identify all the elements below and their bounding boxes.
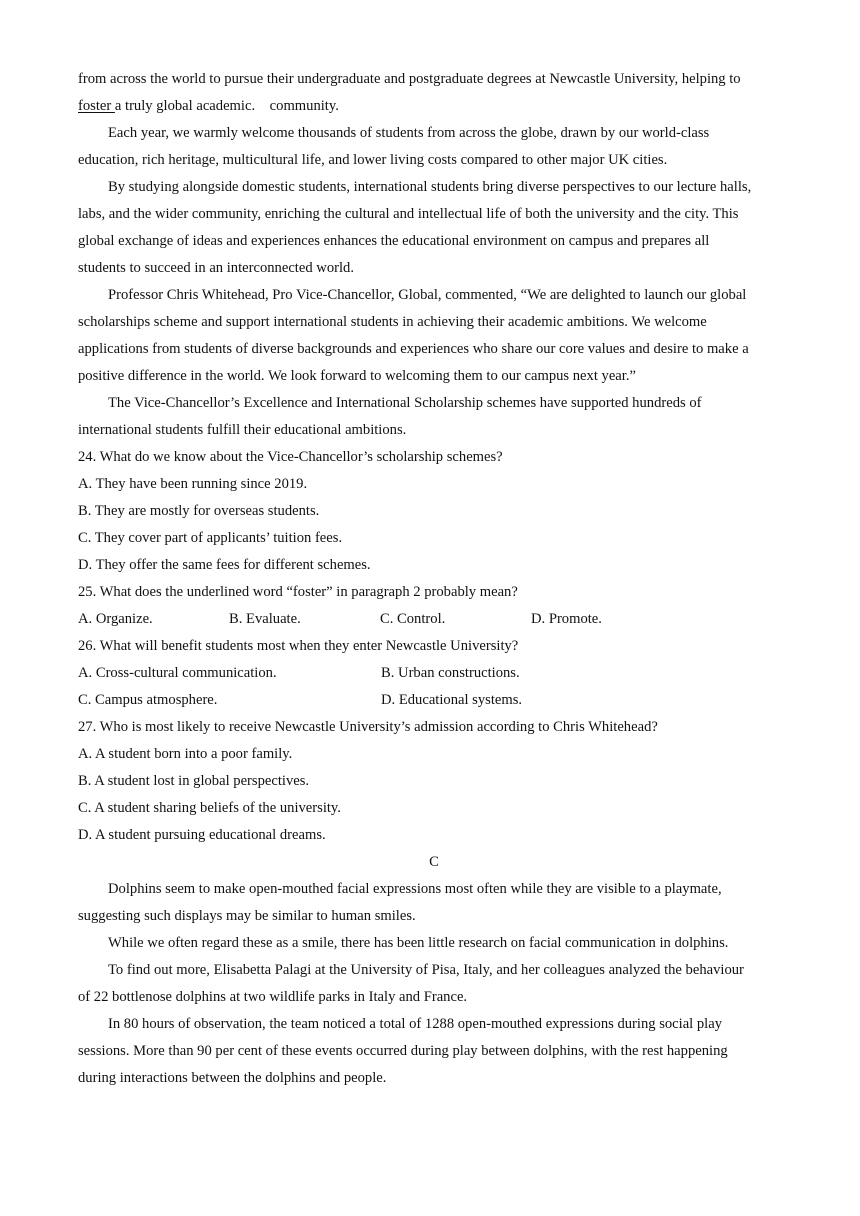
document-page [78,66,790,1092]
question-27 [78,714,790,849]
passage-b-paragraph-line: scholarships scheme and support international students in achieving their academic ambitions. We welcome [78,314,707,330]
option-b: B. Urban constructions. [381,665,520,681]
option-a: A. A student born into a poor family. [78,746,293,762]
passage-c-paragraph-line: Dolphins seem to make open-mouthed facial expressions most often while they are visible to a playmate, [108,881,722,897]
option-b: B. They are mostly for overseas students. [78,503,320,519]
question-25 [78,579,790,633]
option-a: A. Organize. [78,611,153,627]
option-b: B. A student lost in global perspectives. [78,773,310,789]
underlined-word-foster: foster [78,98,115,114]
option-d: D. They offer the same fees for different schemes. [78,557,371,573]
option-d: D. Promote. [531,611,602,627]
passage-c-paragraph-line: While we often regard these as a smile, there has been little research on facial communication in dolphins. [108,935,729,951]
question-stem: 26. What will benefit students most when they enter Newcastle University? [78,638,519,654]
passage-b-line: from across the world to pursue their undergraduate and postgraduate degrees at Newcastle University, helping to [78,71,741,87]
passage-b-paragraph-line: Professor Chris Whitehead, Pro Vice-Chancellor, Global, commented, “We are delighted to launch our global [108,287,747,303]
question-24 [78,444,790,579]
passage-b-paragraph-line: The Vice-Chancellor’s Excellence and International Scholarship schemes have supported hundreds of [108,395,702,411]
passage-c-heading: C [429,854,439,870]
passage-b-paragraph-line: Each year, we warmly welcome thousands of students from across the globe, drawn by our world-class [108,125,710,141]
passage-b-line-rest: a truly global academic. community. [114,98,339,114]
option-c: C. Control. [380,611,446,627]
option-d: D. Educational systems. [381,692,523,708]
option-c: C. Campus atmosphere. [78,692,218,708]
passage-b-paragraph-line: By studying alongside domestic students, international students bring diverse perspectives to our lecture halls, [108,179,752,195]
passage-b [78,66,790,444]
passage-b-paragraph-line: education, rich heritage, multicultural life, and lower living costs compared to other major UK cities. [78,152,668,168]
passage-b-paragraph-line: positive difference in the world. We look forward to welcoming them to our campus next year.” [78,368,636,384]
passage-c-paragraph-line: suggesting such displays may be similar to human smiles. [78,908,416,924]
option-b: B. Evaluate. [229,611,301,627]
passage-c-paragraph-line: of 22 bottlenose dolphins at two wildlife parks in Italy and France. [78,989,468,1005]
passage-c-paragraph-line: To find out more, Elisabetta Palagi at the University of Pisa, Italy, and her colleagues analyzed the behaviour [108,962,744,978]
passage-b-paragraph-line: labs, and the wider community, enriching the cultural and intellectual life of both the university and the city. This [78,206,739,222]
passage-b-paragraph-line: international students fulfill their educational ambitions. [78,422,407,438]
options-row [78,606,790,633]
option-d: D. A student pursuing educational dreams. [78,827,326,843]
options-row [78,660,790,687]
option-a: A. Cross-cultural communication. [78,665,277,681]
passage-c-paragraph-line: sessions. More than 90 per cent of these events occurred during play between dolphins, with the rest happening [78,1043,728,1059]
question-26 [78,633,790,714]
option-c: C. A student sharing beliefs of the university. [78,800,341,816]
option-c: C. They cover part of applicants’ tuition fees. [78,530,343,546]
option-a: A. They have been running since 2019. [78,476,308,492]
question-stem: 27. Who is most likely to receive Newcastle University’s admission according to Chris Whitehead? [78,719,658,735]
passage-b-paragraph-line: students to succeed in an interconnected world. [78,260,354,276]
passage-c [78,849,790,1092]
passage-c-paragraph-line: during interactions between the dolphins and people. [78,1070,387,1086]
passage-b-paragraph-line: global exchange of ideas and experiences enhances the educational environment on campus and prepares all [78,233,710,249]
passage-b-paragraph-line: applications from students of diverse backgrounds and experiences who share our core values and desire to make a [78,341,749,357]
passage-b-line [78,93,790,120]
passage-c-paragraph-line: In 80 hours of observation, the team noticed a total of 1288 open-mouthed expressions during social play [108,1016,723,1032]
question-stem: 24. What do we know about the Vice-Chancellor’s scholarship schemes? [78,449,503,465]
question-stem: 25. What does the underlined word “foster” in paragraph 2 probably mean? [78,584,518,600]
options-row [78,687,790,714]
